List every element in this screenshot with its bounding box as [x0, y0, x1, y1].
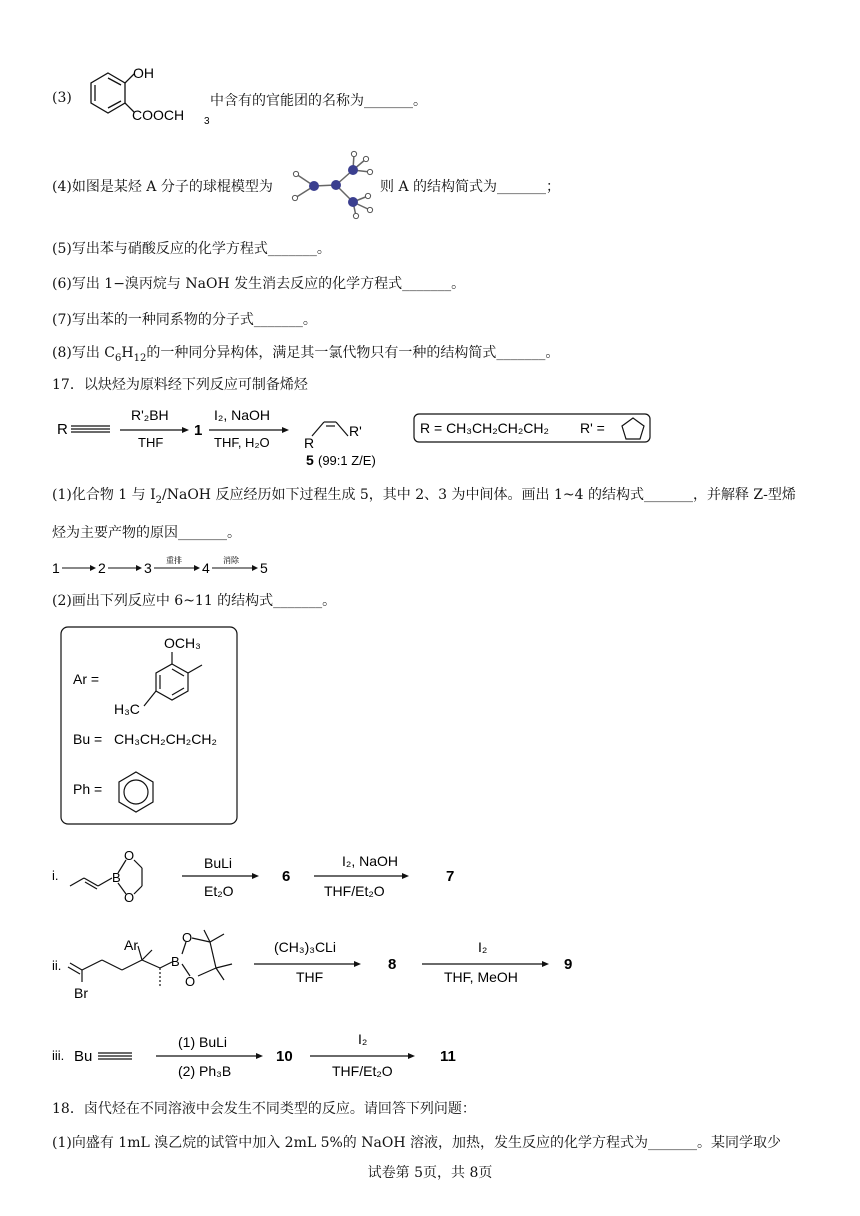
q7-line: (7)写出苯的一种同系物的分子式_______。	[52, 312, 317, 328]
q8-pre: (8)写出 C	[52, 345, 115, 361]
reaction-ii-bot1: THF	[296, 969, 324, 985]
alkene-rprime: R'	[349, 423, 362, 439]
q8-sub12: 12	[133, 352, 147, 364]
q8-line	[52, 344, 559, 368]
reaction-i-label: i.	[52, 868, 59, 883]
r-definition: R = CH₃CH₂CH₂CH₂	[420, 420, 549, 436]
reaction-i	[52, 846, 472, 906]
q8-sub6: 6	[115, 352, 122, 364]
seq-5: 5	[260, 560, 268, 576]
compound-5-note: (99:1 Z/E)	[318, 453, 376, 468]
page-footer: 试卷第 5页，共 8页	[367, 1165, 493, 1181]
compound-8: 8	[388, 956, 397, 973]
q18-title: 18．卤代烃在不同溶液中会发生不同类型的反应。请回答下列问题：	[52, 1101, 476, 1117]
reaction-ii	[52, 920, 592, 1010]
q17-scheme	[52, 400, 662, 470]
benzene-icon	[119, 772, 153, 812]
reaction-iii-bot1: (2) Ph₃B	[178, 1063, 232, 1079]
q8-post: 的一种同分异构体，满足其一氯代物只有一种的结构简式_______。	[146, 345, 560, 361]
bu-value: CH₃CH₂CH₂CH₂	[114, 731, 217, 747]
q17-p1-line1	[52, 486, 796, 510]
seq-1: 1	[52, 560, 60, 576]
ph-label: Ph =	[73, 781, 103, 797]
oh-label: OH	[133, 65, 154, 81]
reaction-ii-o2: O	[185, 974, 196, 989]
reaction-iii	[52, 1030, 472, 1086]
reaction-iii-top2: I₂	[358, 1031, 368, 1047]
reaction-ii-bot2: THF, MeOH	[444, 969, 518, 985]
cooch-sub: 3	[204, 116, 210, 127]
seq-eliminate: 消除	[223, 556, 239, 565]
cooch-label: COOCH	[132, 107, 185, 123]
q17-p1-line2: 烃为主要产物的原因_______。	[52, 525, 241, 541]
reaction-ii-top2: I₂	[478, 939, 488, 955]
compound-9: 9	[564, 956, 573, 973]
h3c-label: H₃C	[114, 701, 140, 717]
reaction-i-o2: O	[124, 890, 135, 905]
q17-sequence	[52, 552, 282, 580]
q17-p1-sub: 2	[155, 494, 162, 506]
ar-label: Ar =	[73, 671, 100, 687]
reaction-i-bot2: THF/Et₂O	[324, 883, 385, 899]
alkene-r: R	[304, 435, 315, 451]
compound-6: 6	[282, 868, 291, 885]
seq-2: 2	[98, 560, 106, 576]
reaction-iii-bu: Bu	[74, 1048, 93, 1065]
reaction-ii-o1: O	[182, 930, 193, 945]
q4-line	[52, 178, 273, 196]
reaction-i-b: B	[112, 870, 121, 885]
reaction-i-bot1: Et₂O	[204, 883, 234, 899]
q17-p2: (2)画出下列反应中 6~11 的结构式_______。	[52, 593, 337, 609]
q3-text: 中含有的官能团的名称为_______。	[210, 93, 427, 109]
q4-pre: (4)如图是某烃 A 分子的球棍模型为	[52, 179, 273, 195]
methyl-salicylate-structure	[70, 58, 230, 128]
seq-rearrange: 重排	[166, 556, 182, 565]
q17-title: 17．以炔烃为原料经下列反应可制备烯烃	[52, 377, 308, 393]
q3-number: (3)	[52, 90, 72, 106]
definitions-box	[60, 626, 240, 826]
compound-7: 7	[446, 868, 455, 885]
reaction-ii-ar: Ar	[124, 937, 138, 953]
reaction-ii-br: Br	[74, 985, 88, 1001]
q17-p1-a: (1)化合物 1 与 I	[52, 487, 156, 503]
compound-5: 5	[306, 452, 314, 468]
reaction-ii-label: ii.	[52, 958, 62, 973]
reaction-ii-b: B	[171, 954, 180, 969]
q5-line: (5)写出苯与硝酸反应的化学方程式_______。	[52, 241, 331, 257]
rprime-definition: R' =	[580, 420, 605, 436]
q8-mid: H	[121, 345, 134, 361]
reaction-iii-bot2: THF/Et₂O	[332, 1063, 393, 1079]
reaction-i-top1: BuLi	[204, 855, 233, 871]
reaction-i-top2: I₂, NaOH	[342, 853, 398, 869]
compound-11: 11	[440, 1048, 456, 1065]
compound-1: 1	[194, 422, 203, 439]
reagent2-top: I₂, NaOH	[214, 407, 270, 423]
q6-line: (6)写出 1−溴丙烷与 NaOH 发生消去反应的化学方程式_______。	[52, 276, 466, 292]
bu-label: Bu =	[73, 731, 103, 747]
reagent1-bot: THF	[138, 435, 164, 450]
reagent2-bot: THF, H₂O	[214, 435, 270, 450]
q3-block	[52, 58, 452, 128]
q17-p1-b: /NaOH 反应经历如下过程生成 5，其中 2、3 为中间体。画出 1~4 的结构式_______，并解释 Z-型烯	[162, 487, 796, 503]
och3-label: OCH₃	[164, 635, 201, 651]
reaction-iii-top1: (1) BuLi	[178, 1034, 228, 1050]
q18-p1: (1)向盛有 1mL 溴乙烷的试管中加入 2mL 5%的 NaOH 溶液，加热，发生反应的化学方程式为_______。某同学取少	[52, 1135, 781, 1151]
reagent1-top: R'₂BH	[131, 407, 169, 423]
reaction-i-o1: O	[124, 848, 135, 863]
reaction-ii-top1: (CH₃)₃CLi	[274, 939, 336, 955]
q4-post	[380, 178, 560, 196]
seq-3: 3	[144, 560, 152, 576]
ball-stick-model	[286, 148, 378, 220]
compound-10: 10	[276, 1048, 293, 1065]
scheme-r: R	[57, 421, 68, 438]
reaction-iii-label: iii.	[52, 1048, 65, 1063]
q4-post-text: 则 A 的结构简式为_______；	[380, 179, 561, 195]
seq-4: 4	[202, 560, 210, 576]
